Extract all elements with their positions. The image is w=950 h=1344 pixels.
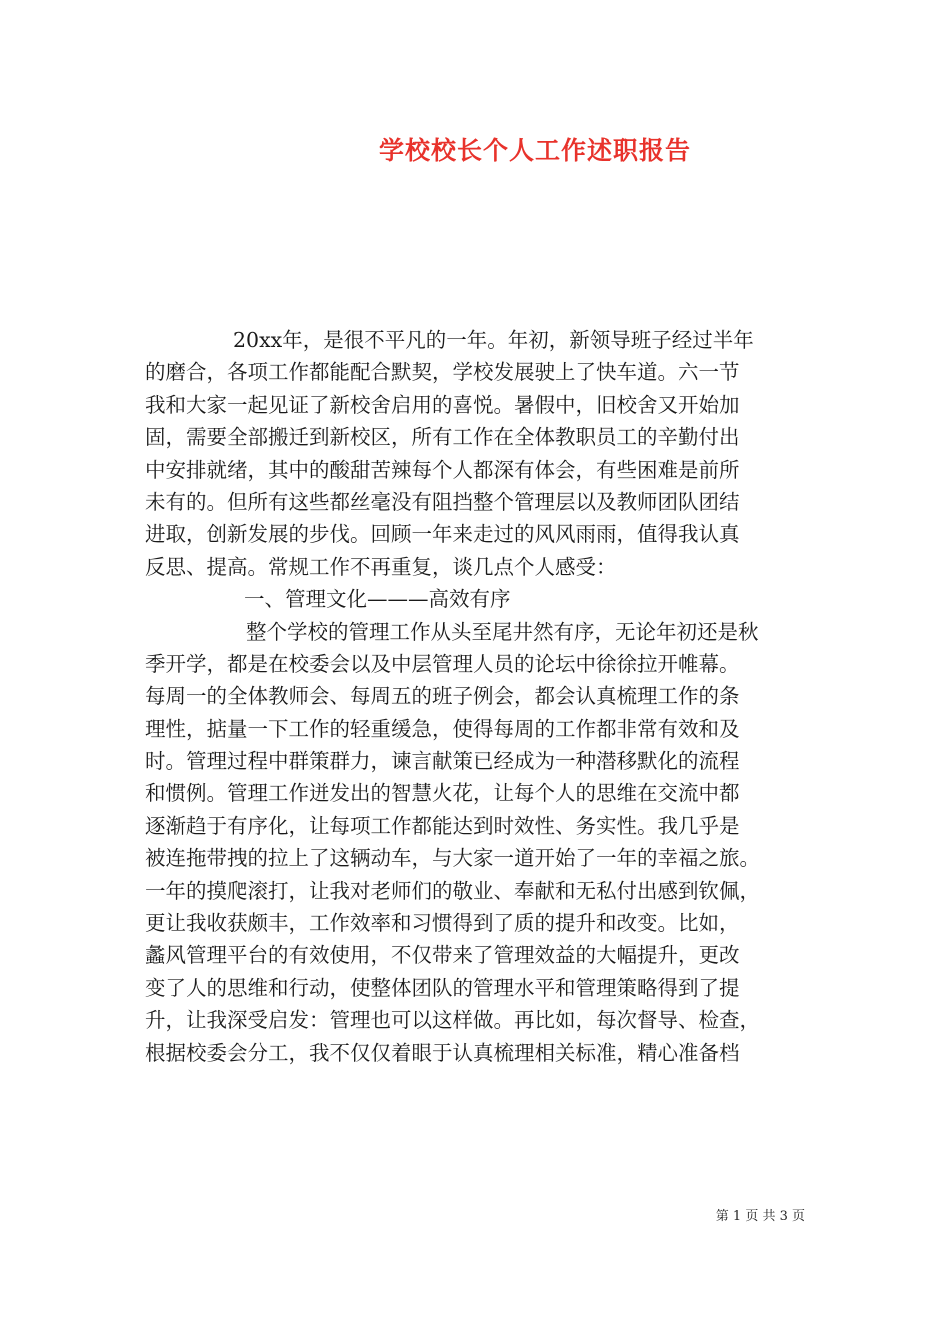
text-line: 季开学，都是在校委会以及中层管理人员的论坛中徐徐拉开帷幕。 — [145, 651, 740, 676]
text-line: 进取，创新发展的步伐。回顾一年来走过的风风雨雨，值得我认真 — [145, 522, 740, 547]
text-line: 一年的摸爬滚打，让我对老师们的敬业、奉献和无私付出感到钦佩， — [145, 878, 760, 903]
text-line: 整个学校的管理工作从头至尾井然有序，无论年初还是秋 — [246, 619, 759, 644]
text-line: 每周一的全体教师会、每周五的班子例会，都会认真梳理工作的条 — [145, 684, 740, 709]
text-line: 根据校委会分工，我不仅仅着眼于认真梳理相关标准，精心准备档 — [145, 1040, 740, 1065]
text-line: 中安排就绪，其中的酸甜苦辣每个人都深有体会，有些困难是前所 — [145, 457, 740, 482]
text-line: 变了人的思维和行动，使整体团队的管理水平和管理策略得到了提 — [145, 975, 740, 1000]
text-line: 和惯例。管理工作迸发出的智慧火花，让每个人的思维在交流中都 — [145, 781, 740, 806]
document-body — [145, 324, 810, 1069]
text-line: 反思、提高。常规工作不再重复，谈几点个人感受： — [145, 554, 617, 579]
text-line: 的磨合，各项工作都能配合默契，学校发展驶上了快车道。六一节 — [145, 360, 740, 385]
text-line: 更让我收获颇丰，工作效率和习惯得到了质的提升和改变。比如， — [145, 911, 740, 936]
document-title: 学校校长个人工作述职报告 — [378, 136, 691, 165]
page-number-footer: 第 1 页 共 3 页 — [715, 1209, 805, 1224]
text-line: 蠡风管理平台的有效使用，不仅带来了管理效益的大幅提升，更改 — [145, 943, 740, 968]
text-line: 20xx年，是很不平凡的一年。年初，新领导班子经过半年 — [233, 328, 754, 352]
text-line: 理性，掂量一下工作的轻重缓急，使得每周的工作都非常有效和及 — [145, 716, 740, 741]
section-heading: 一、管理文化———高效有序 — [244, 587, 511, 612]
text-line: 逐渐趋于有序化，让每项工作都能达到时效性、务实性。我几乎是 — [145, 813, 740, 838]
text-line: 未有的。但所有这些都丝毫没有阻挡整个管理层以及教师团队团结 — [145, 489, 740, 514]
text-line: 时。管理过程中群策群力，谏言献策已经成为一种潜移默化的流程 — [145, 749, 740, 774]
text-line: 被连拖带拽的拉上了这辆动车，与大家一道开始了一年的幸福之旅。 — [145, 846, 760, 871]
text-line: 升，让我深受启发：管理也可以这样做。再比如，每次督导、检查， — [145, 1008, 760, 1033]
text-line: 我和大家一起见证了新校舍启用的喜悦。暑假中，旧校舍又开始加 — [145, 392, 740, 417]
text-line: 固，需要全部搬迁到新校区，所有工作在全体教职员工的辛勤付出 — [145, 425, 740, 450]
